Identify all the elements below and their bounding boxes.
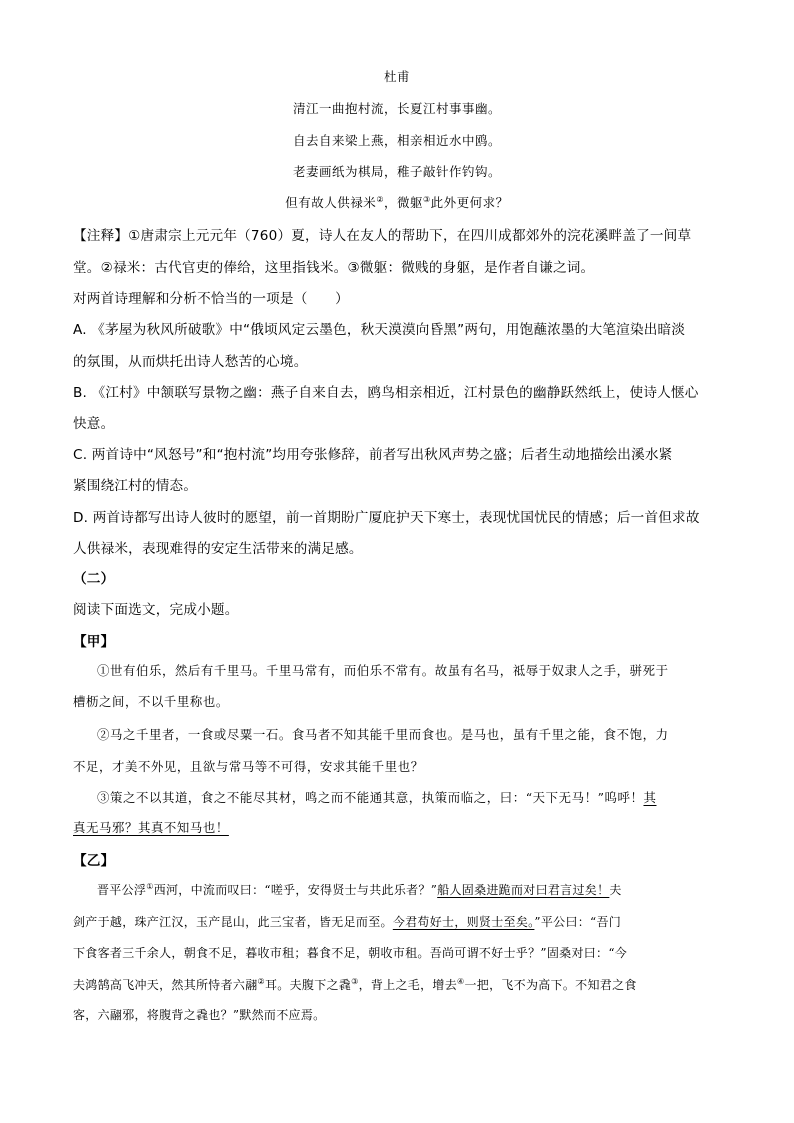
option-c-line-1: C. 两首诗中“风怒号”和“抱村流”均用夸张修辞，前者写出秋风声势之盛；后者生动地描绘出溪水紧 [73, 447, 673, 463]
jia-para-3-line-2: 真无马邪？其真不知马也！ [73, 820, 229, 835]
option-d-line-2: 人供禄米，表现难得的安定生活带来的满足感。 [73, 541, 363, 557]
jia-para-1-line-2: 槽枥之间，不以千里称也。 [73, 694, 229, 709]
section-number: （二） [73, 571, 115, 587]
poem-line-4: 但有故人供禄米②，微躯③此外更何求？ [285, 194, 509, 210]
option-a-line-2: 的氛围，从而烘托出诗人愁苦的心境。 [73, 354, 308, 370]
jia-para-1-line-1: ①世有伯乐，然后有千里马。千里马常有，而伯乐不常有。故虽有名马，祗辱于奴隶人之手，骈死于 [97, 663, 669, 678]
option-b-line-2: 快意。 [73, 416, 115, 432]
yi-line-1: 晋平公浮①西河，中流而叹曰：“嗟乎，安得贤士与共此乐者？”船人固桑进跪而对曰君言过矣！夫 [97, 882, 622, 897]
question-stem: 对两首诗理解和分析不恰当的一项是（ ） [73, 291, 349, 307]
yi-label: 【乙】 [73, 853, 115, 869]
option-d-line-1: D. 两首诗都写出诗人彼时的愿望，前一首期盼广厦庇护天下寒士，表现忧国忧民的情感；后一首但求故 [73, 510, 700, 526]
notes-line-2: 堂。②禄米：古代官吏的俸给，这里指钱米。③微躯：微贱的身躯，是作者自谦之词。 [73, 260, 595, 276]
poem-line-3: 老妻画纸为棋局，稚子敲针作钓钩。 [292, 164, 501, 179]
poem-line-2: 自去自来梁上燕，相亲相近水中鸥。 [292, 133, 501, 148]
yi-line-5: 客，六翮邪，将腹背之毳也？”默然而不应焉。 [73, 1008, 326, 1022]
jia-para-3-line-1: ③策之不以其道，食之不能尽其材，鸣之而不能通其意，执策而临之，曰：“天下无马！”呜呼！其 [97, 790, 657, 805]
section-instruction: 阅读下面选文，完成小题。 [73, 602, 239, 618]
poem-author: 杜甫 [383, 69, 410, 84]
option-b-line-1: B. 《江村》中颔联写景物之幽：燕子自来自去，鸥鸟相亲相近，江村景色的幽静跃然纸上，使诗人惬心 [73, 385, 699, 401]
yi-line-4: 夫鸿鹄高飞冲天，然其所恃者六翮②耳。夫腹下之毳③，背上之毛，增去④一把，飞不为高下。不知君之食 [73, 977, 637, 992]
jia-label: 【甲】 [73, 634, 115, 650]
yi-line-3: 下食客者三千余人，朝食不足，暮收市租；暮食不足，朝收市租。吾尚可谓不好士乎？”固桑对曰：“今 [73, 946, 628, 960]
yi-line-2: 剑产于越，珠产江汉，玉产昆山，此三宝者，皆无足而至。今君苟好士，则贤士至矣。”平公曰：“吾门 [73, 915, 622, 929]
jia-para-2-line-1: ②马之千里者，一食或尽粟一石。食马者不知其能千里而食也。是马也，虽有千里之能，食不饱，力 [97, 727, 669, 742]
option-a-line-1: A. 《茅屋为秋风所破歌》中“俄顷风定云墨色，秋天漠漠向昏黑”两句，用饱蘸浓墨的大笔渲染出暗淡 [73, 322, 686, 338]
jia-para-2-line-2: 不足，才美不外见，且欲与常马等不可得，安求其能千里也？ [73, 759, 424, 774]
notes-line-1: 【注释】①唐肃宗上元元年（760）夏，诗人在友人的帮助下，在四川成都郊外的浣花溪畔盖了一间草 [73, 228, 692, 244]
option-c-line-2: 紧围绕江村的情态。 [73, 478, 198, 494]
poem-line-1: 清江一曲抱村流，长夏江村事事幽。 [292, 101, 501, 116]
